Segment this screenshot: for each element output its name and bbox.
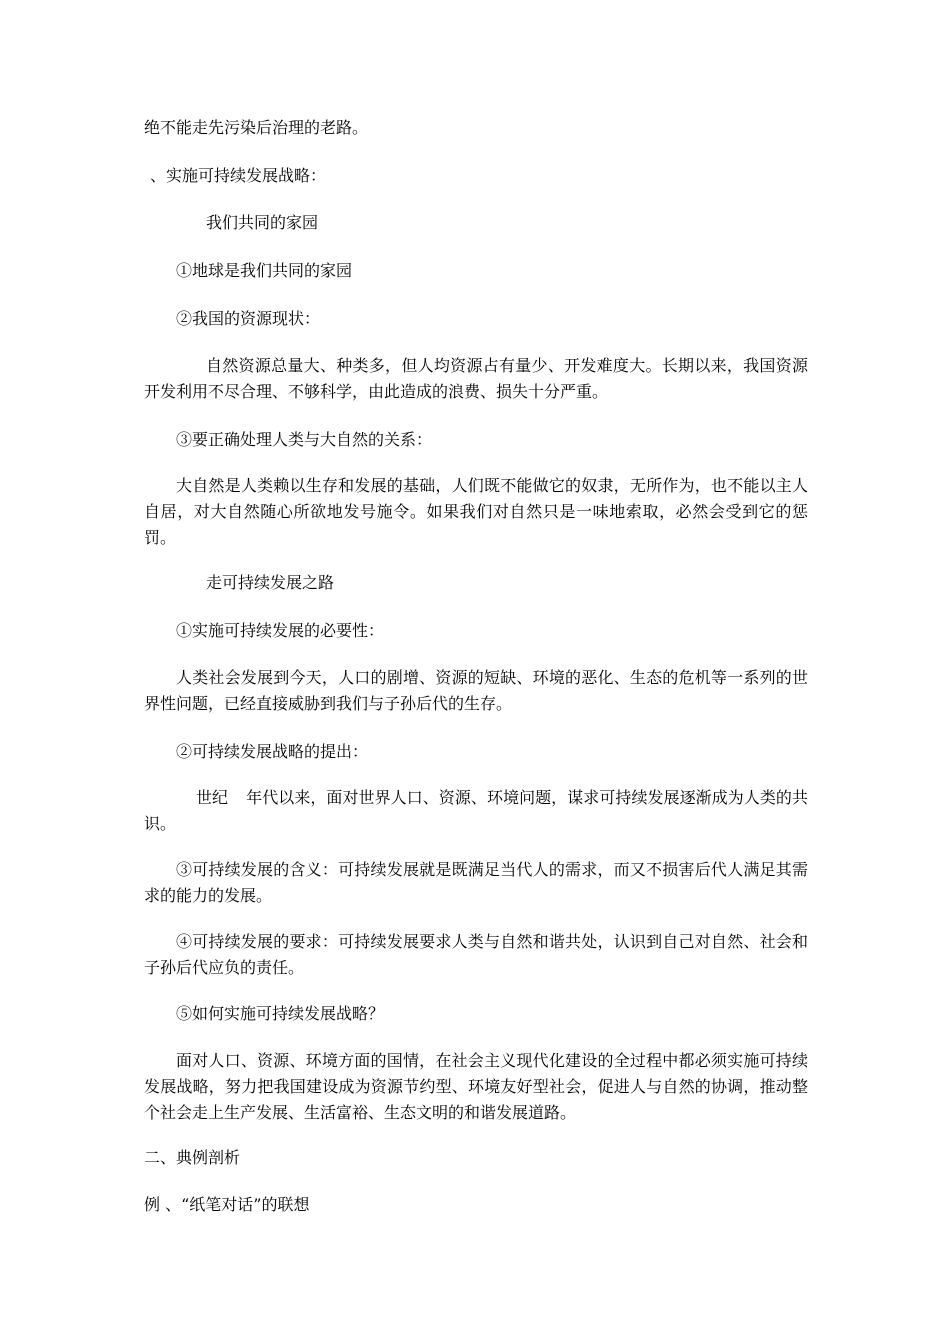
paragraph-requirements: ④可持续发展的要求：可持续发展要求人类与自然和谐共处，认识到自己对自然、社会和子孙后代应负的责任。 (144, 932, 808, 977)
item-resource-status: ②我国的资源现状： (176, 309, 321, 328)
paragraph-strategy-proposal (144, 785, 808, 837)
item-strategy-proposal: ②可持续发展战略的提出： (176, 742, 369, 761)
subheading-common-home: 我们共同的家园 (206, 213, 319, 232)
paragraph-meaning: ③可持续发展的含义：可持续发展就是既满足当代人的需求，而又不损害后代人满足其需求的能力的发展。 (144, 860, 808, 905)
example-title: 例 、“纸笔对话”的联想 (144, 1195, 310, 1214)
section-heading-case-analysis: 二、典例剖析 (144, 1148, 241, 1167)
strategy-proposal-text: 年代以来，面对世界人口、资源、环境问题，谋求可持续发展逐渐成为人类的共识。 (144, 788, 808, 833)
century-word: 世纪 (196, 788, 229, 807)
subheading-sustainable-road: 走可持续发展之路 (206, 573, 335, 592)
paragraph-resource-status: 自然资源总量大、种类多，但人均资源占有量少、开发难度大。长期以来，我国资源开发利用不尽合理、不够科学，由此造成的浪费、损失十分严重。 (144, 356, 808, 401)
section-heading-strategy: 、实施可持续发展战略： (150, 166, 327, 185)
item-necessity: ①实施可持续发展的必要性： (176, 621, 385, 640)
item-earth-home: ①地球是我们共同的家园 (176, 261, 353, 280)
paragraph-necessity: 人类社会发展到今天，人口的剧增、资源的短缺、环境的恶化、生态的危机等一系列的世界性问题，已经直接威胁到我们与子孙后代的生存。 (144, 668, 808, 713)
paragraph-human-nature-relation: 大自然是人类赖以生存和发展的基础，人们既不能做它的奴隶，无所作为，也不能以主人自居，对大自然随心所欲地发号施令。如果我们对自然只是一味地索取，必然会受到它的惩罚。 (144, 476, 808, 547)
paragraph-implementation: 面对人口、资源、环境方面的国情，在社会主义现代化建设的全过程中都必须实施可持续发展战略，努力把我国建设成为资源节约型、环境友好型社会，促进人与自然的协调，推动整个社会走上生产发展、生活富裕、生态文明的和谐发展道路。 (144, 1051, 808, 1122)
item-how-to-implement: ⑤如何实施可持续发展战略？ (176, 1004, 385, 1023)
item-human-nature-relation: ③要正确处理人类与大自然的关系： (176, 430, 433, 449)
paragraph-pollution-note: 绝不能走先污染后治理的老路。 (144, 118, 369, 137)
